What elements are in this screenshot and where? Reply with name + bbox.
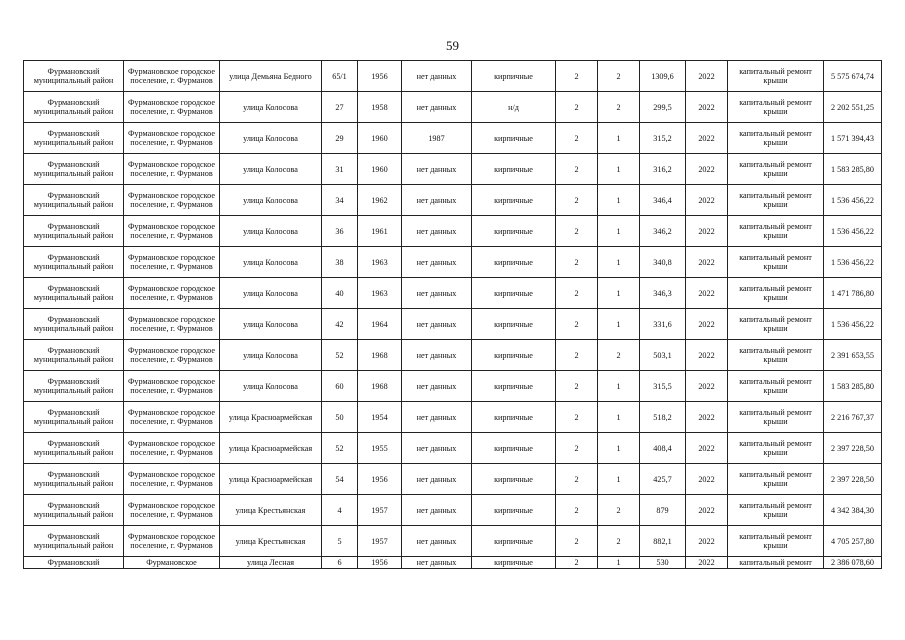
work-type-cell: капитальный ремонт крыши [728, 185, 824, 216]
year-built-cell: 1956 [358, 557, 402, 569]
area-cell: 879 [640, 495, 686, 526]
district-cell: Фурмановский муниципальный район [24, 371, 124, 402]
work-year-cell: 2022 [686, 433, 728, 464]
street-cell: улица Колосова [220, 309, 322, 340]
entrances-cell: 1 [598, 433, 640, 464]
wall-material-cell: кирпичные [472, 371, 556, 402]
work-year-cell: 2022 [686, 495, 728, 526]
entrances-cell: 1 [598, 154, 640, 185]
floors-cell: 2 [556, 123, 598, 154]
settlement-cell: Фурмановское городское поселение, г. Фурманов [124, 154, 220, 185]
year-built-cell: 1957 [358, 526, 402, 557]
cost-cell: 1 571 394,43 [824, 123, 882, 154]
cost-cell: 1 536 456,22 [824, 247, 882, 278]
year-built-cell: 1954 [358, 402, 402, 433]
work-year-cell: 2022 [686, 309, 728, 340]
street-cell: улица Колосова [220, 216, 322, 247]
year-built-cell: 1963 [358, 247, 402, 278]
house-number-cell: 38 [322, 247, 358, 278]
wall-material-cell: кирпичные [472, 340, 556, 371]
house-number-cell: 60 [322, 371, 358, 402]
work-year-cell: 2022 [686, 464, 728, 495]
house-number-cell: 6 [322, 557, 358, 569]
house-number-cell: 5 [322, 526, 358, 557]
district-cell: Фурмановский муниципальный район [24, 247, 124, 278]
wall-material-cell: кирпичные [472, 433, 556, 464]
house-number-cell: 40 [322, 278, 358, 309]
floors-cell: 2 [556, 557, 598, 569]
street-cell: улица Красноармейская [220, 402, 322, 433]
year-built-cell: 1963 [358, 278, 402, 309]
renovation-year-cell: нет данных [402, 154, 472, 185]
settlement-cell: Фурмановское городское поселение, г. Фурманов [124, 340, 220, 371]
cost-cell: 5 575 674,74 [824, 61, 882, 92]
house-number-cell: 42 [322, 309, 358, 340]
page-number: 59 [446, 38, 459, 53]
district-cell: Фурмановский [24, 557, 124, 569]
work-type-cell: капитальный ремонт крыши [728, 247, 824, 278]
cost-cell: 2 216 767,37 [824, 402, 882, 433]
work-type-cell: капитальный ремонт крыши [728, 216, 824, 247]
cost-cell: 1 471 786,80 [824, 278, 882, 309]
entrances-cell: 2 [598, 526, 640, 557]
street-cell: улица Колосова [220, 92, 322, 123]
house-number-cell: 52 [322, 340, 358, 371]
floors-cell: 2 [556, 247, 598, 278]
district-cell: Фурмановский муниципальный район [24, 216, 124, 247]
district-cell: Фурмановский муниципальный район [24, 309, 124, 340]
entrances-cell: 1 [598, 464, 640, 495]
floors-cell: 2 [556, 154, 598, 185]
work-year-cell: 2022 [686, 526, 728, 557]
table-body [24, 61, 882, 569]
table-row [24, 278, 882, 309]
district-cell: Фурмановский муниципальный район [24, 154, 124, 185]
district-cell: Фурмановский муниципальный район [24, 278, 124, 309]
area-cell: 331,6 [640, 309, 686, 340]
street-cell: улица Крестьянская [220, 526, 322, 557]
cost-cell: 1 583 285,80 [824, 371, 882, 402]
house-number-cell: 50 [322, 402, 358, 433]
table-row [24, 61, 882, 92]
work-type-cell: капитальный ремонт крыши [728, 402, 824, 433]
area-cell: 346,3 [640, 278, 686, 309]
renovation-year-cell: 1987 [402, 123, 472, 154]
table-row [24, 185, 882, 216]
work-year-cell: 2022 [686, 185, 728, 216]
entrances-cell: 2 [598, 92, 640, 123]
entrances-cell: 1 [598, 309, 640, 340]
year-built-cell: 1956 [358, 464, 402, 495]
street-cell: улица Колосова [220, 247, 322, 278]
floors-cell: 2 [556, 371, 598, 402]
district-cell: Фурмановский муниципальный район [24, 123, 124, 154]
renovation-year-cell: нет данных [402, 557, 472, 569]
year-built-cell: 1955 [358, 433, 402, 464]
table-row [24, 371, 882, 402]
renovation-year-cell: нет данных [402, 464, 472, 495]
district-cell: Фурмановский муниципальный район [24, 464, 124, 495]
settlement-cell: Фурмановское городское поселение, г. Фурманов [124, 464, 220, 495]
area-cell: 1309,6 [640, 61, 686, 92]
cost-cell: 2 202 551,25 [824, 92, 882, 123]
street-cell: улица Демьяна Бедного [220, 61, 322, 92]
table-row [24, 557, 882, 569]
work-type-cell: капитальный ремонт крыши [728, 526, 824, 557]
work-year-cell: 2022 [686, 123, 728, 154]
street-cell: улица Колосова [220, 371, 322, 402]
floors-cell: 2 [556, 495, 598, 526]
renovation-year-cell: нет данных [402, 402, 472, 433]
table-row [24, 340, 882, 371]
wall-material-cell: кирпичные [472, 278, 556, 309]
area-cell: 299,5 [640, 92, 686, 123]
area-cell: 408,4 [640, 433, 686, 464]
house-number-cell: 31 [322, 154, 358, 185]
work-type-cell: капитальный ремонт крыши [728, 495, 824, 526]
entrances-cell: 1 [598, 278, 640, 309]
settlement-cell: Фурмановское городское поселение, г. Фурманов [124, 309, 220, 340]
area-cell: 315,5 [640, 371, 686, 402]
house-number-cell: 52 [322, 433, 358, 464]
street-cell: улица Крестьянская [220, 495, 322, 526]
entrances-cell: 1 [598, 247, 640, 278]
year-built-cell: 1960 [358, 123, 402, 154]
work-type-cell: капитальный ремонт крыши [728, 278, 824, 309]
work-year-cell: 2022 [686, 557, 728, 569]
settlement-cell: Фурмановское городское поселение, г. Фурманов [124, 92, 220, 123]
cost-cell: 4 705 257,80 [824, 526, 882, 557]
entrances-cell: 1 [598, 185, 640, 216]
settlement-cell: Фурмановское [124, 557, 220, 569]
table-row [24, 495, 882, 526]
house-number-cell: 54 [322, 464, 358, 495]
street-cell: улица Колосова [220, 123, 322, 154]
area-cell: 316,2 [640, 154, 686, 185]
house-number-cell: 65/1 [322, 61, 358, 92]
wall-material-cell: кирпичные [472, 185, 556, 216]
floors-cell: 2 [556, 340, 598, 371]
street-cell: улица Красноармейская [220, 433, 322, 464]
work-type-cell: капитальный ремонт крыши [728, 464, 824, 495]
wall-material-cell: кирпичные [472, 123, 556, 154]
table-row [24, 402, 882, 433]
work-year-cell: 2022 [686, 278, 728, 309]
settlement-cell: Фурмановское городское поселение, г. Фурманов [124, 526, 220, 557]
work-type-cell: капитальный ремонт крыши [728, 154, 824, 185]
area-cell: 882,1 [640, 526, 686, 557]
street-cell: улица Колосова [220, 185, 322, 216]
settlement-cell: Фурмановское городское поселение, г. Фурманов [124, 61, 220, 92]
renovation-year-cell: нет данных [402, 278, 472, 309]
house-number-cell: 29 [322, 123, 358, 154]
renovation-year-cell: нет данных [402, 216, 472, 247]
wall-material-cell: кирпичные [472, 247, 556, 278]
table-row [24, 526, 882, 557]
work-year-cell: 2022 [686, 61, 728, 92]
cost-cell: 1 536 456,22 [824, 216, 882, 247]
work-year-cell: 2022 [686, 247, 728, 278]
work-type-cell: капитальный ремонт крыши [728, 371, 824, 402]
renovation-year-cell: нет данных [402, 247, 472, 278]
street-cell: улица Лесная [220, 557, 322, 569]
year-built-cell: 1964 [358, 309, 402, 340]
wall-material-cell: кирпичные [472, 61, 556, 92]
district-cell: Фурмановский муниципальный район [24, 61, 124, 92]
area-cell: 346,4 [640, 185, 686, 216]
cost-cell: 2 397 228,50 [824, 464, 882, 495]
district-cell: Фурмановский муниципальный район [24, 340, 124, 371]
area-cell: 340,8 [640, 247, 686, 278]
year-built-cell: 1958 [358, 92, 402, 123]
district-cell: Фурмановский муниципальный район [24, 495, 124, 526]
work-type-cell: капитальный ремонт крыши [728, 61, 824, 92]
wall-material-cell: кирпичные [472, 216, 556, 247]
wall-material-cell: кирпичные [472, 464, 556, 495]
work-type-cell: капитальный ремонт крыши [728, 92, 824, 123]
floors-cell: 2 [556, 464, 598, 495]
table-row [24, 154, 882, 185]
floors-cell: 2 [556, 216, 598, 247]
renovation-year-cell: нет данных [402, 340, 472, 371]
renovation-year-cell: нет данных [402, 185, 472, 216]
work-type-cell: капитальный ремонт крыши [728, 340, 824, 371]
floors-cell: 2 [556, 402, 598, 433]
wall-material-cell: н/д [472, 92, 556, 123]
settlement-cell: Фурмановское городское поселение, г. Фурманов [124, 278, 220, 309]
renovation-year-cell: нет данных [402, 61, 472, 92]
district-cell: Фурмановский муниципальный район [24, 185, 124, 216]
table-row [24, 216, 882, 247]
year-built-cell: 1957 [358, 495, 402, 526]
street-cell: улица Колосова [220, 154, 322, 185]
street-cell: улица Колосова [220, 340, 322, 371]
table-row [24, 247, 882, 278]
floors-cell: 2 [556, 433, 598, 464]
settlement-cell: Фурмановское городское поселение, г. Фурманов [124, 371, 220, 402]
table-row [24, 123, 882, 154]
settlement-cell: Фурмановское городское поселение, г. Фурманов [124, 123, 220, 154]
cost-cell: 2 386 078,60 [824, 557, 882, 569]
cost-cell: 4 342 384,30 [824, 495, 882, 526]
year-built-cell: 1956 [358, 61, 402, 92]
work-year-cell: 2022 [686, 402, 728, 433]
cost-cell: 2 391 653,55 [824, 340, 882, 371]
cost-cell: 1 536 456,22 [824, 185, 882, 216]
house-number-cell: 27 [322, 92, 358, 123]
settlement-cell: Фурмановское городское поселение, г. Фурманов [124, 402, 220, 433]
year-built-cell: 1962 [358, 185, 402, 216]
area-cell: 518,2 [640, 402, 686, 433]
renovation-year-cell: нет данных [402, 309, 472, 340]
table-row [24, 92, 882, 123]
renovation-year-cell: нет данных [402, 371, 472, 402]
area-cell: 425,7 [640, 464, 686, 495]
district-cell: Фурмановский муниципальный район [24, 402, 124, 433]
work-type-cell: капитальный ремонт крыши [728, 309, 824, 340]
area-cell: 503,1 [640, 340, 686, 371]
entrances-cell: 2 [598, 61, 640, 92]
work-type-cell: капитальный ремонт крыши [728, 123, 824, 154]
entrances-cell: 1 [598, 557, 640, 569]
year-built-cell: 1960 [358, 154, 402, 185]
work-year-cell: 2022 [686, 154, 728, 185]
wall-material-cell: кирпичные [472, 495, 556, 526]
street-cell: улица Красноармейская [220, 464, 322, 495]
work-type-cell: капитальный ремонт крыши [728, 433, 824, 464]
year-built-cell: 1968 [358, 371, 402, 402]
house-number-cell: 34 [322, 185, 358, 216]
renovation-year-cell: нет данных [402, 495, 472, 526]
year-built-cell: 1968 [358, 340, 402, 371]
table-row [24, 464, 882, 495]
district-cell: Фурмановский муниципальный район [24, 526, 124, 557]
floors-cell: 2 [556, 92, 598, 123]
house-number-cell: 4 [322, 495, 358, 526]
entrances-cell: 1 [598, 123, 640, 154]
entrances-cell: 1 [598, 216, 640, 247]
housing-repair-table [23, 60, 882, 569]
floors-cell: 2 [556, 278, 598, 309]
area-cell: 315,2 [640, 123, 686, 154]
floors-cell: 2 [556, 309, 598, 340]
renovation-year-cell: нет данных [402, 433, 472, 464]
entrances-cell: 2 [598, 340, 640, 371]
entrances-cell: 1 [598, 402, 640, 433]
area-cell: 346,2 [640, 216, 686, 247]
work-year-cell: 2022 [686, 216, 728, 247]
settlement-cell: Фурмановское городское поселение, г. Фурманов [124, 433, 220, 464]
settlement-cell: Фурмановское городское поселение, г. Фурманов [124, 495, 220, 526]
settlement-cell: Фурмановское городское поселение, г. Фурманов [124, 185, 220, 216]
street-cell: улица Колосова [220, 278, 322, 309]
work-type-cell: капитальный ремонт [728, 557, 824, 569]
year-built-cell: 1961 [358, 216, 402, 247]
entrances-cell: 2 [598, 495, 640, 526]
district-cell: Фурмановский муниципальный район [24, 433, 124, 464]
house-number-cell: 36 [322, 216, 358, 247]
renovation-year-cell: нет данных [402, 92, 472, 123]
work-year-cell: 2022 [686, 340, 728, 371]
wall-material-cell: кирпичные [472, 526, 556, 557]
wall-material-cell: кирпичные [472, 154, 556, 185]
settlement-cell: Фурмановское городское поселение, г. Фурманов [124, 216, 220, 247]
cost-cell: 1 583 285,80 [824, 154, 882, 185]
work-year-cell: 2022 [686, 92, 728, 123]
cost-cell: 1 536 456,22 [824, 309, 882, 340]
work-year-cell: 2022 [686, 371, 728, 402]
settlement-cell: Фурмановское городское поселение, г. Фурманов [124, 247, 220, 278]
wall-material-cell: кирпичные [472, 309, 556, 340]
table-row [24, 433, 882, 464]
renovation-year-cell: нет данных [402, 526, 472, 557]
district-cell: Фурмановский муниципальный район [24, 92, 124, 123]
wall-material-cell: кирпичные [472, 402, 556, 433]
cost-cell: 2 397 228,50 [824, 433, 882, 464]
wall-material-cell: кирпичные [472, 557, 556, 569]
floors-cell: 2 [556, 185, 598, 216]
entrances-cell: 1 [598, 371, 640, 402]
area-cell: 530 [640, 557, 686, 569]
floors-cell: 2 [556, 526, 598, 557]
floors-cell: 2 [556, 61, 598, 92]
table-row [24, 309, 882, 340]
